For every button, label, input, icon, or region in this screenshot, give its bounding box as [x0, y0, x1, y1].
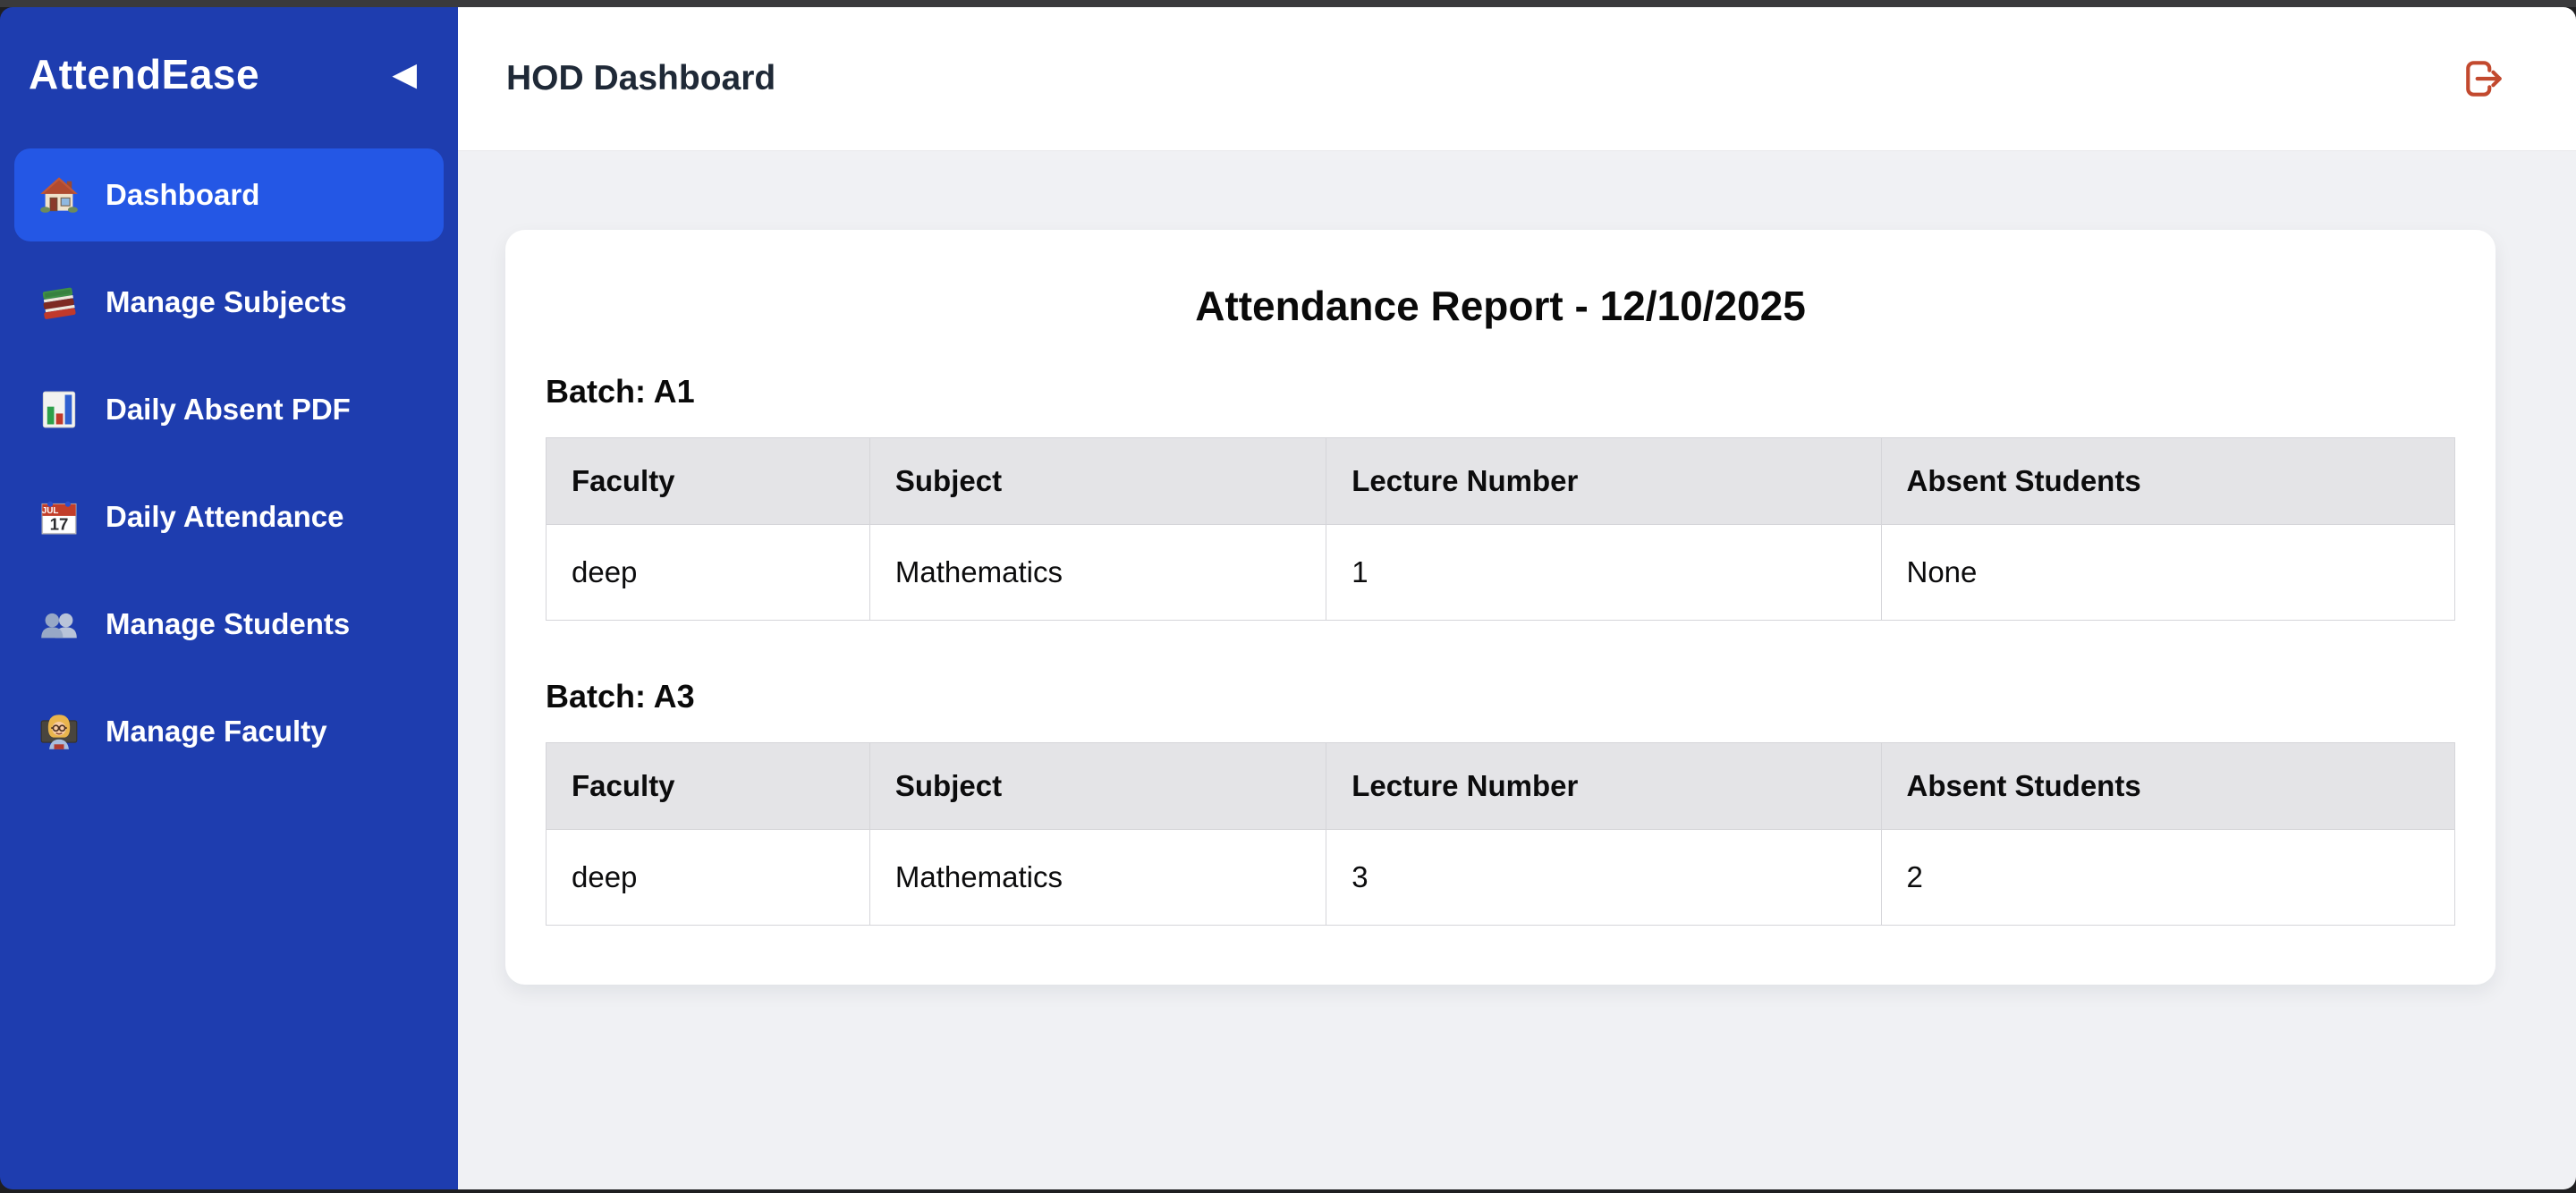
- page-title: HOD Dashboard: [506, 59, 776, 97]
- sidebar-item-label: Daily Attendance: [106, 500, 344, 533]
- sidebar-nav: [0, 148, 458, 792]
- content-area: [458, 151, 2576, 1189]
- sidebar-item-daily-attendance[interactable]: [14, 470, 444, 563]
- cell-faculty: deep: [547, 830, 870, 926]
- cell-faculty: deep: [547, 525, 870, 621]
- svg-text:JUL: JUL: [41, 506, 59, 517]
- batch-section-a1: [546, 373, 2455, 621]
- logout-icon: [2462, 58, 2506, 99]
- attendance-table: [546, 437, 2455, 621]
- students-icon: [39, 605, 79, 644]
- system-top-bar: [0, 0, 2576, 7]
- cell-absent-students: None: [1881, 525, 2455, 621]
- sidebar-item-label: Manage Subjects: [106, 285, 347, 318]
- attendance-table: [546, 742, 2455, 926]
- table-row: [547, 830, 2455, 926]
- column-header-subject: Subject: [869, 743, 1326, 830]
- report-card: [505, 230, 2496, 985]
- column-header-faculty: Faculty: [547, 743, 870, 830]
- batch-section-a3: [546, 678, 2455, 926]
- bar-chart-icon: [39, 390, 79, 429]
- sidebar-item-label: Manage Students: [106, 607, 351, 640]
- column-header-lecture-number: Lecture Number: [1326, 438, 1881, 525]
- column-header-lecture-number: Lecture Number: [1326, 743, 1881, 830]
- sidebar-header: [0, 7, 458, 98]
- teacher-icon: [39, 712, 79, 751]
- main-area: [458, 7, 2576, 1189]
- sidebar-item-manage-students[interactable]: [14, 578, 444, 671]
- cell-subject: Mathematics: [869, 525, 1326, 621]
- logout-button[interactable]: [2462, 58, 2506, 99]
- column-header-subject: Subject: [869, 438, 1326, 525]
- cell-subject: Mathematics: [869, 830, 1326, 926]
- sidebar-item-label: Daily Absent PDF: [106, 393, 351, 426]
- sidebar-collapse-button[interactable]: ◀: [392, 55, 417, 92]
- sidebar-item-daily-absent-pdf[interactable]: [14, 363, 444, 456]
- calendar-icon: [39, 497, 79, 537]
- app-window: [0, 7, 2576, 1189]
- table-header-row: [547, 743, 2455, 830]
- sidebar-item-label: Dashboard: [106, 178, 260, 211]
- column-header-absent-students: Absent Students: [1881, 743, 2455, 830]
- books-icon: [39, 283, 79, 322]
- page-header: [458, 7, 2576, 151]
- column-header-faculty: Faculty: [547, 438, 870, 525]
- sidebar-item-dashboard[interactable]: [14, 148, 444, 241]
- batch-heading: Batch: A1: [546, 373, 695, 410]
- system-bottom-bar: [0, 1189, 2576, 1193]
- sidebar-item-manage-subjects[interactable]: [14, 256, 444, 349]
- sidebar-item-label: Manage Faculty: [106, 715, 327, 748]
- table-header-row: [547, 438, 2455, 525]
- cell-lecture-number: 1: [1326, 525, 1881, 621]
- cell-lecture-number: 3: [1326, 830, 1881, 926]
- svg-text:17: 17: [49, 514, 69, 534]
- batch-heading: Batch: A3: [546, 678, 695, 715]
- cell-absent-students: 2: [1881, 830, 2455, 926]
- report-title: Attendance Report - 12/10/2025: [1195, 283, 1806, 329]
- column-header-absent-students: Absent Students: [1881, 438, 2455, 525]
- sidebar-item-manage-faculty[interactable]: [14, 685, 444, 778]
- house-icon: [39, 175, 79, 215]
- sidebar: [0, 7, 458, 1189]
- app-title: AttendEase: [29, 51, 260, 97]
- table-row: [547, 525, 2455, 621]
